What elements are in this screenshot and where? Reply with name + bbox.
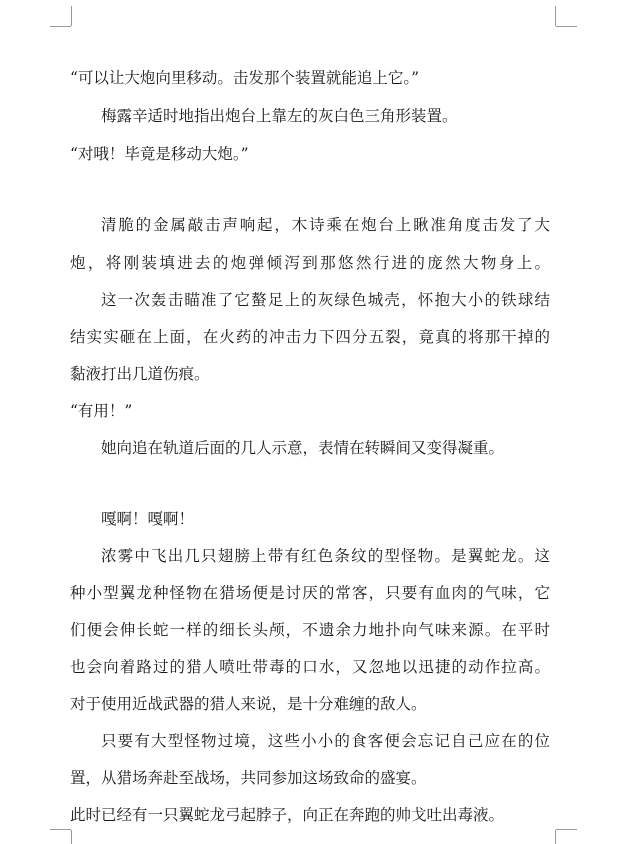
text-line: 嘎啊！嘎啊！ xyxy=(101,510,195,528)
crop-mark-top-left xyxy=(71,6,72,26)
text-line: 只要有大型怪物过境，这些小小的食客便会忘记自己应在的位 xyxy=(101,732,550,750)
text-line: 这一次轰击瞄准了它螯足上的灰绿色城壳，怀抱大小的铁球结 xyxy=(101,291,550,309)
text-line: 们便会伸长蛇一样的细长头颅，不遗余力地扑向气味来源。在平时 xyxy=(70,621,550,639)
text-line: 黏液打出几道伤痕。 xyxy=(70,365,210,383)
text-line: 对于使用近战武器的猎人来说，是十分难缠的敌人。 xyxy=(70,695,427,713)
crop-mark-top-right xyxy=(555,6,556,26)
crop-mark-bottom-right xyxy=(556,829,577,830)
text-line: 结实实砸在上面，在火药的冲击力下四分五裂，竟真的将那干掉的 xyxy=(70,328,550,346)
text-line: 也会向着路过的猎人喷吐带毒的口水，又忽地以迅捷的动作拉高。 xyxy=(70,658,550,676)
text-line: 浓雾中飞出几只翅膀上带有红色条纹的型怪物。是翼蛇龙。这 xyxy=(101,547,550,565)
text-line: 此时已经有一只翼蛇龙弓起脖子，向正在奔跑的帅戈吐出毒液。 xyxy=(70,806,505,824)
crop-mark-bottom-right xyxy=(555,830,556,844)
text-line: “可以让大炮向里移动。击发那个装置就能追上它。” xyxy=(70,69,420,87)
text-line: 她向追在轨道后面的几人示意，表情在转瞬间又变得凝重。 xyxy=(101,439,505,457)
text-line: 炮，将刚装填进去的炮弹倾泻到那悠然行进的庞然大物身上。 xyxy=(70,254,550,272)
text-line: 梅露辛适时地指出炮台上靠左的灰白色三角形装置。 xyxy=(101,107,458,125)
text-line: “有用！” xyxy=(70,402,133,420)
crop-mark-bottom-left xyxy=(71,830,72,844)
crop-mark-top-right xyxy=(556,26,577,27)
crop-mark-bottom-left xyxy=(50,829,71,830)
text-line: “对哦！毕竟是移动大炮。” xyxy=(70,145,249,163)
text-line: 种小型翼龙种怪物在猎场便是讨厌的常客，只要有血肉的气味，它 xyxy=(70,584,550,602)
text-line: 置，从猎场奔赴至战场，共同参加这场致命的盛宴。 xyxy=(70,769,427,787)
crop-mark-top-left xyxy=(50,26,71,27)
text-line: 清脆的金属敲击声响起，木诗乘在炮台上瞅准角度击发了大 xyxy=(101,216,550,234)
